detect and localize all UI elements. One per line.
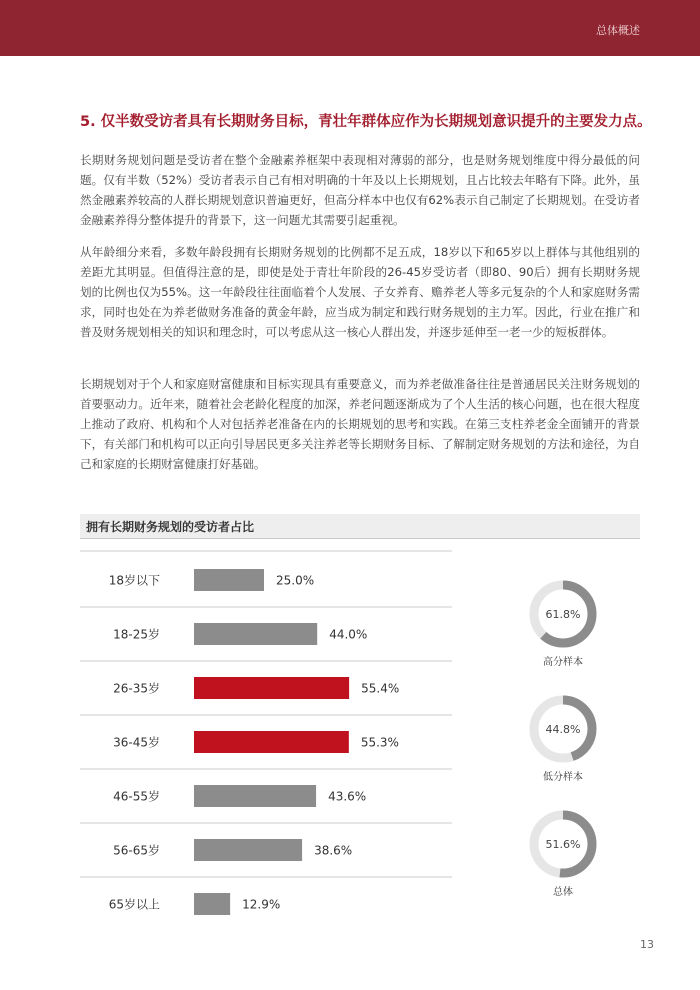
donut-label: 低分样本 — [543, 772, 583, 783]
bar-category-label: 36-45岁 — [113, 735, 160, 750]
bar-value-label: 55.3% — [360, 735, 399, 750]
bar — [194, 677, 349, 699]
paragraph-3: 长期规划对于个人和家庭财富健康和目标实现具有重要意义，而为养老做准备往往是普通居民关注财务规划的首要驱动力。近年来，随着社会老龄化程度的加深，养老问题逐渐成为了个人生活的核心问题，也在很大程度上推动了政府、机构和个人对包括养老准备在内的长期规划的思考和实践。在第三支柱养老金全面铺开的背景下，有关部门和机构可以正向引导居民更多关注养老等长期财务目标、了解制定财务规划的方法和途径，为自己和家庭的长期财富健康打好基础。 — [80, 377, 640, 471]
donut-value-label: 44.8% — [545, 723, 581, 736]
bar-value-label: 12.9% — [242, 897, 281, 912]
bar-value-label: 44.0% — [329, 627, 368, 642]
chart-header — [80, 514, 640, 539]
page-number: 13 — [640, 938, 654, 951]
chart-title: 拥有长期财务规划的受访者占比 — [86, 520, 255, 534]
bar-category-label: 26-35岁 — [113, 681, 160, 696]
top-banner — [0, 0, 700, 56]
bar-category-label: 18岁以下 — [108, 573, 160, 588]
paragraph-2: 从年龄细分来看，多数年龄段拥有长期财务规划的比例都不足五成，18岁以下和65岁以上群体与其他组别的差距尤其明显。但值得注意的是，即使是处于青壮年阶段的26-45岁受访者（即80、90后）拥有长期财务规划的比例也仅为55%。这一年龄段往往面临着个人发展、子女养育、赡养老人等多元复杂的个人和家庭财务需求，同时也处在为养老做财务准备的黄金年龄，应当成为制定和践行财务规划的主力军。因此，行业在推广和普及财务规划相关的知识和理念时，可以考虑从这一核心人群出发，并逐步延伸至一老一少的短板群体。 — [80, 245, 640, 339]
bar — [194, 839, 302, 861]
section-heading: 5. 仅半数受访者具有长期财务目标，青壮年群体应作为长期规划意识提升的主要发力点。 — [80, 114, 652, 130]
bar-category-label: 56-65岁 — [113, 843, 160, 858]
bar — [194, 785, 316, 807]
donut-label: 高分样本 — [543, 657, 583, 668]
bar-value-label: 38.6% — [314, 843, 353, 858]
bar — [194, 623, 317, 645]
donut-value-label: 61.8% — [545, 608, 581, 621]
bar-value-label: 25.0% — [276, 573, 315, 588]
bar-category-label: 46-55岁 — [113, 789, 160, 804]
bar-category-label: 18-25岁 — [113, 627, 160, 642]
bar — [194, 569, 264, 591]
section-label: 总体概述 — [596, 24, 640, 37]
bar-value-label: 55.4% — [361, 681, 400, 696]
donut-label: 总体 — [553, 887, 573, 898]
age-bar-chart — [80, 548, 460, 928]
bar — [194, 731, 349, 753]
donut-value-label: 51.6% — [545, 838, 581, 851]
bar-value-label: 43.6% — [328, 789, 367, 804]
bar-category-label: 65岁以上 — [108, 897, 160, 912]
paragraph-1: 长期财务规划问题是受访者在整个金融素养框架中表现相对薄弱的部分，也是财务规划维度中得分最低的问题。仅有半数（52%）受访者表示自己有相对明确的十年及以上长期规划，且占比较去年略有下降。此外，虽然金融素养较高的人群长期规划意识普遍更好，但高分样本中也仅有62%表示自己制定了长期规划。在受访者金融素养得分整体提升的背景下，这一问题尤其需要引起重视。 — [80, 153, 640, 227]
sample-donut-charts — [500, 560, 630, 900]
bar — [194, 893, 230, 915]
